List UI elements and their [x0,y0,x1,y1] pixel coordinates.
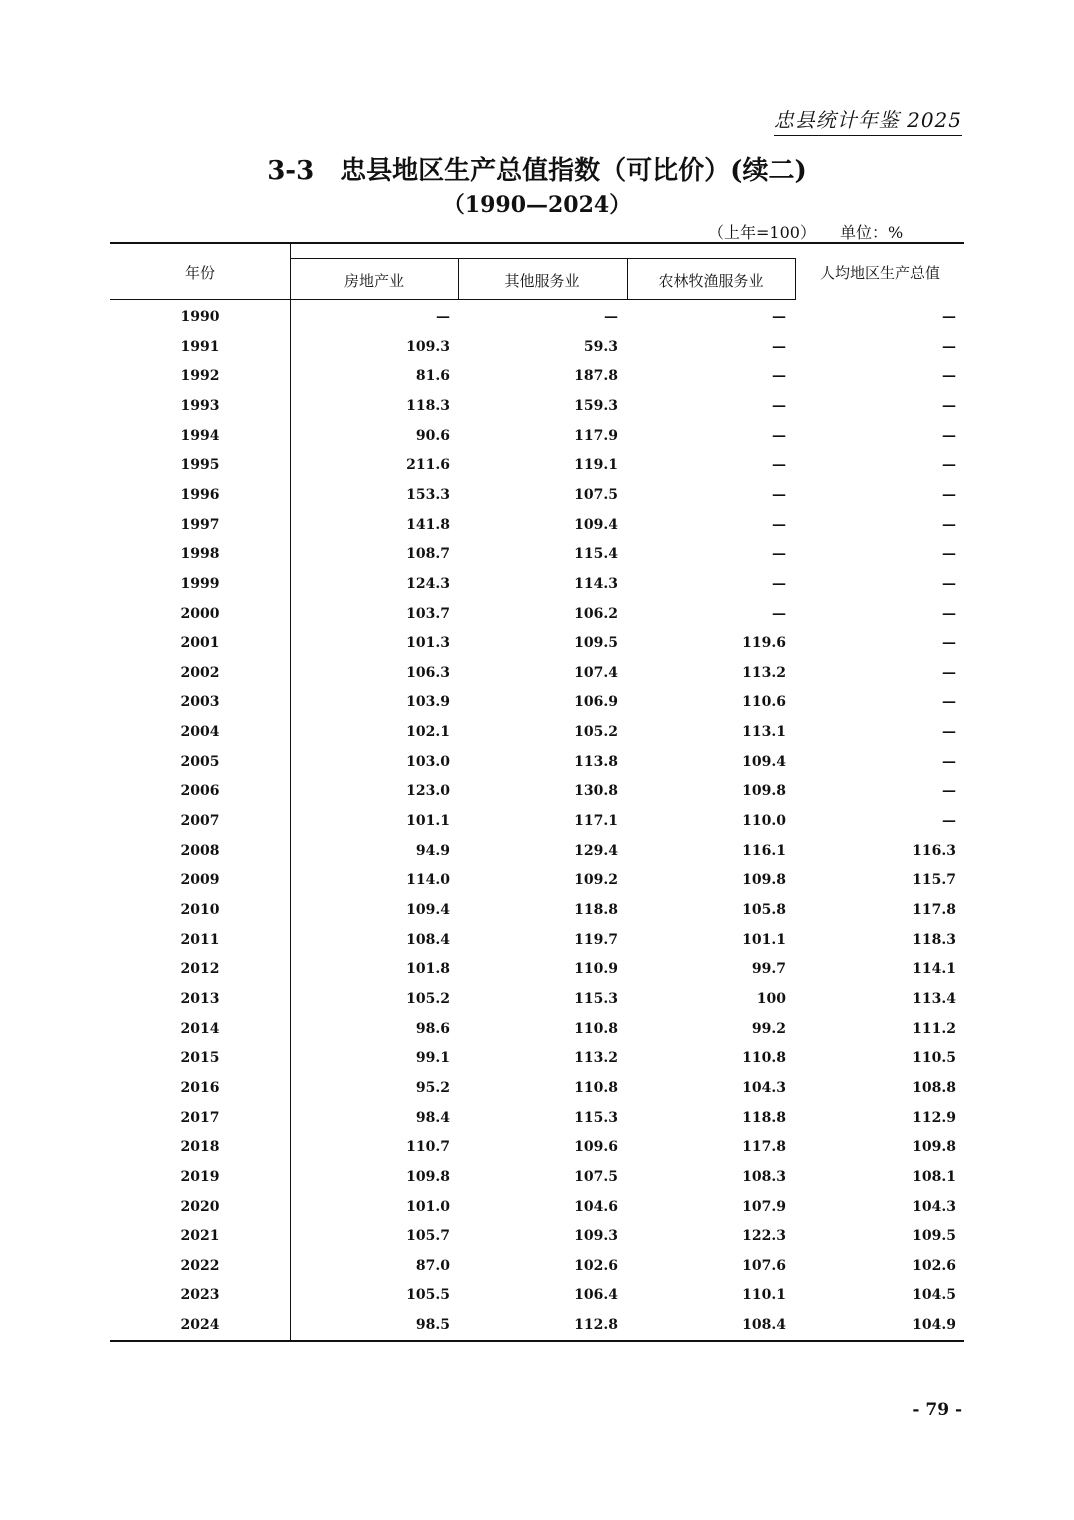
cell-agri-services: 107.6 [742,1257,786,1274]
table-row [110,480,964,510]
cell-year: 2008 [180,842,220,859]
table-row [110,1221,964,1251]
cell-year: 2010 [180,902,220,918]
table-row [110,658,964,688]
cell-real-estate: 99.1 [415,1050,450,1067]
table-row [110,984,964,1014]
cell-agri-services: — [772,309,786,325]
cell-per-capita-gdp: 104.3 [912,1198,956,1215]
cell-agri-services: 118.8 [742,1109,786,1126]
cell-agri-services: 108.4 [742,1317,786,1334]
cell-other-services: 113.2 [574,1050,618,1067]
header-year: 年份 [184,264,215,282]
cell-real-estate: 105.5 [406,1287,450,1304]
cell-agri-services: 119.6 [742,635,786,652]
cell-other-services: 114.3 [574,575,618,592]
cell-agri-services: — [772,338,786,355]
cell-per-capita-gdp: 108.1 [912,1168,956,1185]
cell-year: 2005 [180,753,220,770]
cell-year: 2018 [180,1139,220,1156]
cell-agri-services: — [772,605,786,622]
table-row [110,1192,964,1222]
cell-other-services: 110.9 [574,961,618,978]
cell-per-capita-gdp: — [942,309,956,325]
cell-real-estate: 211.6 [406,457,450,474]
table-bottom-rule [110,1340,964,1342]
cell-other-services: 107.5 [574,1168,618,1185]
cell-year: 2022 [180,1257,220,1274]
table-row [110,1251,964,1281]
cell-per-capita-gdp: 114.1 [912,961,956,978]
cell-real-estate: 103.0 [406,753,450,770]
cell-per-capita-gdp: 102.6 [912,1257,956,1274]
cell-year: 2004 [180,724,220,741]
cell-other-services: 110.8 [574,1020,618,1037]
table-row [110,391,964,421]
cell-per-capita-gdp: — [942,427,956,444]
table-row [110,510,964,540]
cell-other-services: 109.4 [574,516,618,533]
header-per-capita-gdp: 人均地区生产总值 [819,264,940,282]
header-real-estate: 房地产业 [343,272,404,290]
base-note: （上年=100） [708,223,816,242]
cell-real-estate: 98.6 [415,1020,450,1037]
cell-agri-services: — [772,575,786,592]
cell-year: 2007 [180,813,220,830]
header-other-services: 其他服务业 [504,272,580,290]
table-row [110,836,964,866]
cell-real-estate: 102.1 [406,724,450,741]
table-top-rule [110,242,964,244]
cell-year: 2009 [180,872,220,889]
cell-real-estate: 108.7 [406,546,450,563]
cell-per-capita-gdp: 109.8 [912,1139,956,1156]
cell-agri-services: — [772,546,786,563]
cell-agri-services: 117.8 [742,1139,786,1156]
cell-other-services: 59.3 [583,338,618,355]
cell-agri-services: — [772,457,786,474]
cell-agri-services: 109.4 [742,753,786,770]
cell-other-services: 112.8 [574,1317,618,1334]
cell-agri-services: 108.3 [742,1168,786,1185]
cell-other-services: 130.8 [574,783,618,800]
table-row [110,1073,964,1103]
unit-note [708,220,903,243]
cell-real-estate: 81.6 [415,368,450,385]
cell-agri-services: 110.6 [742,694,786,711]
cell-real-estate: 141.8 [406,516,450,533]
cell-real-estate: 110.7 [406,1139,450,1156]
cell-agri-services: — [772,427,786,444]
cell-year: 2014 [180,1020,220,1037]
table-row [110,806,964,836]
cell-year: 2023 [180,1287,220,1304]
table-row [110,687,964,717]
cell-other-services: 187.8 [574,368,618,385]
table-row [110,599,964,629]
cell-year: 1999 [180,575,220,592]
cell-other-services: 109.5 [574,635,618,652]
cell-per-capita-gdp: 118.3 [912,931,956,948]
cell-other-services: 118.8 [574,902,618,918]
cell-other-services: 106.2 [574,605,618,622]
cell-real-estate: 106.3 [406,664,450,681]
cell-real-estate: — [436,309,450,325]
cell-real-estate: 114.0 [406,872,450,889]
table-row [110,1014,964,1044]
cell-per-capita-gdp: — [942,486,956,503]
cell-other-services: 115.3 [574,1109,618,1126]
table-row [110,865,964,895]
cell-other-services: 109.2 [574,872,618,889]
page-number: - 79 - [912,1400,962,1420]
header-bottom-rule [110,299,796,300]
cell-year: 1991 [180,338,220,355]
cell-year: 2000 [180,605,220,622]
table-row [110,1280,964,1310]
cell-agri-services: 113.1 [742,724,786,741]
cell-agri-services: 100 [756,990,786,1007]
cell-agri-services: 110.1 [742,1287,786,1304]
cell-real-estate: 98.5 [415,1317,450,1334]
cell-other-services: 107.5 [574,486,618,503]
cell-per-capita-gdp: 104.5 [912,1287,956,1304]
cell-year: 2006 [180,783,220,800]
table-row [110,895,964,925]
cell-per-capita-gdp: 108.8 [912,1079,956,1096]
cell-other-services: 106.4 [574,1287,618,1304]
cell-other-services: 117.9 [574,427,618,444]
cell-real-estate: 109.4 [406,902,450,918]
cell-per-capita-gdp: 115.7 [912,872,956,889]
cell-agri-services: 116.1 [742,842,786,859]
cell-year: 2002 [180,664,220,681]
cell-per-capita-gdp: 117.8 [912,902,956,918]
cell-other-services: 102.6 [574,1257,618,1274]
cell-real-estate: 90.6 [415,427,450,444]
running-header: 忠县统计年鉴 2025 [774,104,962,136]
cell-per-capita-gdp: — [942,605,956,622]
cell-year: 1997 [180,516,220,533]
cell-per-capita-gdp: — [942,635,956,652]
table-row [110,539,964,569]
cell-agri-services: 99.7 [751,961,786,978]
cell-agri-services: 104.3 [742,1079,786,1096]
cell-year: 2017 [180,1109,220,1126]
cell-other-services: 115.3 [574,990,618,1007]
cell-real-estate: 87.0 [415,1257,450,1274]
cell-per-capita-gdp: — [942,724,956,741]
cell-other-services: 115.4 [574,546,618,563]
cell-year: 1992 [180,368,220,385]
table-title: 3-3 忠县地区生产总值指数（可比价）(续二) [267,156,807,186]
cell-year: 2013 [180,990,220,1007]
cell-agri-services: 109.8 [742,872,786,889]
cell-agri-services: 110.0 [742,813,786,830]
cell-per-capita-gdp: 113.4 [912,990,956,1007]
cell-agri-services: 105.8 [742,902,786,918]
cell-real-estate: 108.4 [406,931,450,948]
table-row [110,954,964,984]
cell-year: 2011 [180,931,220,948]
cell-year: 1995 [180,457,220,474]
table-row [110,1043,964,1073]
cell-year: 2021 [180,1228,220,1245]
table-row [110,747,964,777]
cell-real-estate: 124.3 [406,575,450,592]
table-row [110,302,964,332]
cell-other-services: 129.4 [574,842,618,859]
cell-agri-services: 99.2 [751,1020,786,1037]
cell-real-estate: 123.0 [406,783,450,800]
cell-per-capita-gdp: — [942,338,956,355]
cell-year: 1994 [180,427,220,444]
table-row [110,450,964,480]
header-inner-rule [290,258,796,259]
cell-real-estate: 101.0 [406,1198,450,1215]
cell-agri-services: 107.9 [742,1198,786,1215]
cell-per-capita-gdp: 112.9 [912,1109,956,1126]
cell-agri-services: 113.2 [742,664,786,681]
table-row [110,1132,964,1162]
cell-other-services: 159.3 [574,397,618,414]
cell-per-capita-gdp: — [942,368,956,385]
cell-other-services: 107.4 [574,664,618,681]
cell-other-services: 119.7 [574,931,618,948]
cell-per-capita-gdp: — [942,457,956,474]
cell-agri-services: — [772,368,786,385]
cell-real-estate: 98.4 [415,1109,450,1126]
cell-year: 1996 [180,486,220,503]
table-row [110,1103,964,1133]
cell-year: 2003 [180,694,220,711]
cell-year: 1990 [180,309,220,325]
cell-per-capita-gdp: — [942,664,956,681]
cell-real-estate: 109.3 [406,338,450,355]
cell-per-capita-gdp: 109.5 [912,1228,956,1245]
cell-year: 2012 [180,961,220,978]
cell-other-services: 109.3 [574,1228,618,1245]
cell-real-estate: 101.1 [406,813,450,830]
cell-per-capita-gdp: — [942,753,956,770]
cell-year: 2016 [180,1079,220,1096]
cell-year: 2001 [180,635,220,652]
cell-other-services: 110.8 [574,1079,618,1096]
table-row [110,717,964,747]
cell-other-services: 113.8 [574,753,618,770]
table-row [110,421,964,451]
cell-real-estate: 95.2 [415,1079,450,1096]
table-subtitle: （1990—2024） [442,192,632,218]
cell-real-estate: 101.8 [406,961,450,978]
unit-label: 单位：% [839,223,904,242]
cell-other-services: 119.1 [574,457,618,474]
table-row [110,925,964,955]
cell-real-estate: 118.3 [406,397,450,414]
table-row [110,776,964,806]
cell-other-services: 117.1 [574,813,618,830]
table-row [110,361,964,391]
cell-real-estate: 101.3 [406,635,450,652]
cell-per-capita-gdp: 111.2 [912,1020,956,1037]
cell-per-capita-gdp: — [942,694,956,711]
cell-other-services: 109.6 [574,1139,618,1156]
cell-year: 2020 [180,1198,220,1215]
cell-agri-services: 101.1 [742,931,786,948]
cell-agri-services: 110.8 [742,1050,786,1067]
cell-other-services: 104.6 [574,1198,618,1215]
cell-real-estate: 105.2 [406,990,450,1007]
cell-agri-services: — [772,516,786,533]
table-row [110,569,964,599]
cell-per-capita-gdp: 110.5 [912,1050,956,1067]
cell-year: 2019 [180,1168,220,1185]
cell-real-estate: 153.3 [406,486,450,503]
cell-per-capita-gdp: — [942,516,956,533]
table-row [110,1162,964,1192]
cell-year: 1998 [180,546,220,563]
cell-real-estate: 109.8 [406,1168,450,1185]
cell-year: 2015 [180,1050,220,1067]
table-row [110,1310,964,1340]
cell-agri-services: 109.8 [742,783,786,800]
cell-per-capita-gdp: — [942,813,956,830]
cell-real-estate: 103.7 [406,605,450,622]
cell-per-capita-gdp: — [942,575,956,592]
cell-real-estate: 105.7 [406,1228,450,1245]
cell-agri-services: 122.3 [742,1228,786,1245]
cell-per-capita-gdp: — [942,783,956,800]
cell-real-estate: 103.9 [406,694,450,711]
cell-year: 2024 [180,1317,220,1334]
cell-agri-services: — [772,397,786,414]
cell-per-capita-gdp: — [942,546,956,563]
header-agri-services: 农林牧渔服务业 [658,272,764,290]
cell-agri-services: — [772,486,786,503]
cell-year: 1993 [180,397,220,414]
table-row [110,332,964,362]
cell-per-capita-gdp: — [942,397,956,414]
cell-other-services: 106.9 [574,694,618,711]
cell-real-estate: 94.9 [415,842,450,859]
cell-other-services: — [604,309,618,325]
table-row [110,628,964,658]
cell-per-capita-gdp: 116.3 [912,842,956,859]
cell-per-capita-gdp: 104.9 [912,1317,956,1334]
cell-other-services: 105.2 [574,724,618,741]
